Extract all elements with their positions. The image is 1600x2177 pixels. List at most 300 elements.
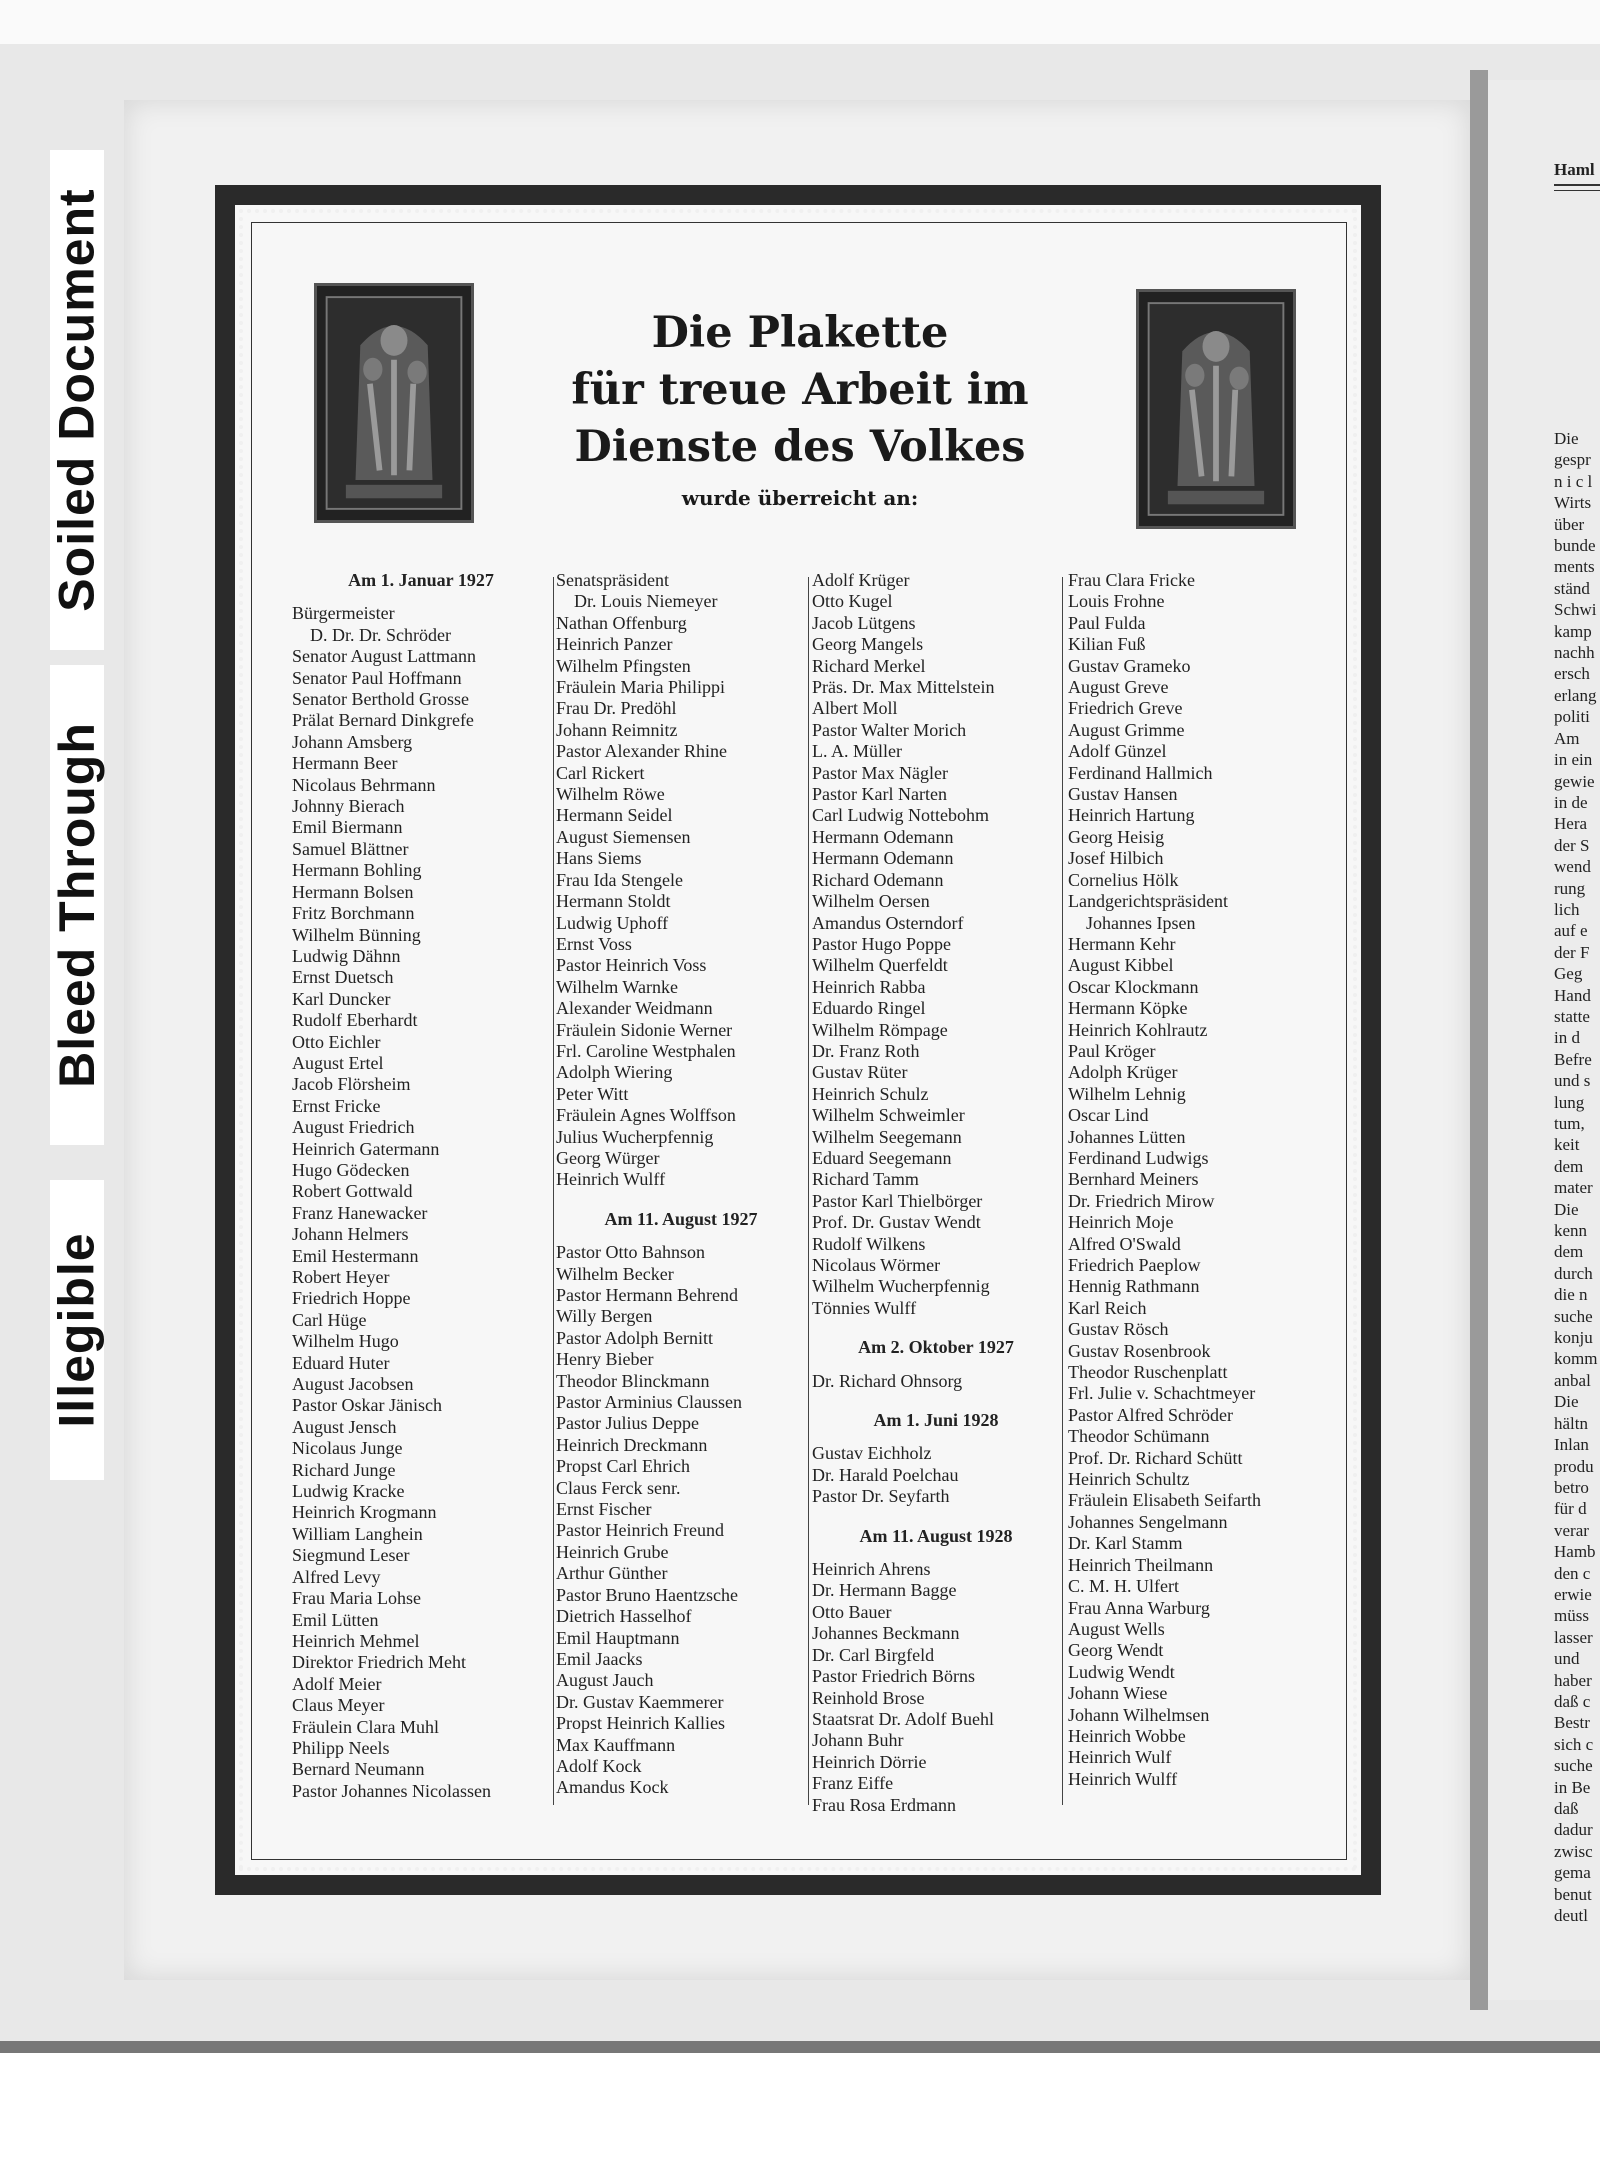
recipient-name: Henry Bieber: [556, 1349, 654, 1370]
recipient-list: [812, 1559, 1060, 1816]
recipient-name: Heinrich Hartung: [1068, 805, 1195, 826]
recipient-name: Nicolaus Junge: [292, 1438, 403, 1459]
recipient-name: Bürgermeister: [292, 603, 395, 624]
recipient-name: Otto Eichler: [292, 1031, 381, 1052]
document-subtitle: wurde überreicht an:: [681, 486, 919, 510]
recipient-name: Wilhelm Oersen: [812, 891, 930, 912]
adjacent-page: [1488, 80, 1600, 2000]
recipient-name: Frau Dr. Predöhl: [556, 698, 677, 719]
recipient-name: Landgerichtspräsident: [1068, 891, 1228, 912]
recipient-name: August Jauch: [556, 1670, 654, 1691]
adjacent-page-line: lasser: [1554, 1627, 1593, 1647]
recipient-name: Johann Reimnitz: [556, 719, 678, 740]
recipient-name: Willy Bergen: [556, 1306, 653, 1327]
adjacent-page-line: dadur: [1554, 1820, 1593, 1840]
recipient-name: Friedrich Paeplow: [1068, 1255, 1201, 1275]
recipient-name: Philipp Neels: [292, 1737, 390, 1758]
recipient-name: Pastor Dr. Seyfarth: [812, 1486, 950, 1507]
date-heading: Am 11. August 1928: [859, 1525, 1013, 1546]
stamp-bleed-through-text: Bleed Through: [49, 722, 106, 1088]
recipient-name: Eduardo Ringel: [812, 998, 926, 1019]
recipient-name: Franz Hanewacker: [292, 1202, 428, 1223]
adjacent-page-line: wend: [1554, 857, 1591, 877]
recipient-name: Johann Wiese: [1068, 1683, 1168, 1704]
recipient-name: Richard Junge: [292, 1459, 396, 1480]
adjacent-page-line: Die: [1554, 429, 1579, 448]
recipient-name: Pastor Hugo Poppe: [812, 933, 951, 954]
recipient-name: Nicolaus Wörmer: [812, 1255, 941, 1275]
recipient-name: Pastor Bruno Haentzsche: [556, 1584, 738, 1605]
scan-top-band: [0, 0, 1600, 44]
recipient-list: [556, 570, 806, 1191]
recipient-name: August Friedrich: [292, 1117, 415, 1138]
recipient-name: Adolph Krüger: [1068, 1062, 1178, 1083]
recipient-name: Theodor Schümann: [1068, 1426, 1210, 1447]
adjacent-page-line: sich c: [1554, 1734, 1594, 1754]
recipient-name: Ferdinand Hallmich: [1068, 762, 1213, 783]
recipient-name: Johannes Beckmann: [812, 1623, 960, 1644]
recipient-name: Eduard Seegemann: [812, 1147, 952, 1168]
recipient-name: Heinrich Ahrens: [812, 1559, 931, 1580]
recipient-name: Wilhelm Schweimler: [812, 1105, 965, 1126]
recipient-name: Hermann Köpke: [1068, 998, 1188, 1019]
adjacent-page-line: Inlan: [1554, 1435, 1589, 1455]
recipient-name: Pastor Oskar Jänisch: [292, 1395, 442, 1416]
recipient-name: Fräulein Clara Muhl: [292, 1716, 439, 1737]
recipient-name: Adolf Krüger: [812, 570, 910, 590]
recipient-name: Nicolaus Behrmann: [292, 774, 436, 795]
recipient-name: Paul Fulda: [1068, 612, 1146, 633]
recipient-name: L. A. Müller: [812, 741, 902, 762]
recipient-name: Reinhold Brose: [812, 1687, 925, 1708]
recipient-name: Senator Paul Hoffmann: [292, 667, 462, 688]
recipient-name: Pastor Alexander Rhine: [556, 741, 727, 762]
recipient-name: Julius Wucherpfennig: [556, 1126, 714, 1147]
recipient-name: Amandus Kock: [556, 1777, 669, 1798]
adjacent-page-line: Hera: [1554, 814, 1588, 834]
recipient-name: Gustav Grameko: [1068, 655, 1191, 676]
spacer: [812, 1508, 1060, 1526]
adjacent-page-line: keit: [1554, 1135, 1580, 1155]
adjacent-page-line: der F: [1554, 942, 1590, 962]
adjacent-page-line: suche: [1554, 1306, 1593, 1326]
recipient-name: Pastor Alfred Schröder: [1068, 1404, 1233, 1425]
recipient-name: Eduard Huter: [292, 1352, 390, 1373]
adjacent-page-line: Schwi: [1554, 600, 1597, 620]
recipient-name: Carl Hüge: [292, 1309, 367, 1330]
document-title: [540, 305, 1060, 476]
recipient-name: Georg Mangels: [812, 634, 924, 655]
recipient-name: Heinrich Theilmann: [1068, 1554, 1214, 1575]
recipient-name: Bernhard Meiners: [1068, 1169, 1199, 1190]
recipient-name: August Kibbel: [1068, 955, 1174, 976]
recipient-name: Johannes Ipsen: [1086, 912, 1196, 933]
recipient-name: Frau Anna Warburg: [1068, 1597, 1210, 1618]
recipient-name: Oscar Lind: [1068, 1105, 1149, 1126]
title-line-2: für treue Arbeit im: [571, 365, 1029, 415]
adjacent-page-line: verar: [1554, 1520, 1589, 1540]
recipient-list: [812, 1443, 1060, 1507]
adjacent-page-line: zwisc: [1554, 1841, 1593, 1861]
recipient-name: Adolf Günzel: [1068, 741, 1167, 762]
adjacent-page-rule-thin: [1554, 190, 1600, 191]
recipient-name: Robert Gottwald: [292, 1181, 413, 1202]
recipient-name: Emil Lütten: [292, 1609, 379, 1630]
recipient-name: Propst Heinrich Kallies: [556, 1713, 725, 1734]
recipient-name: Direktor Friedrich Meht: [292, 1652, 466, 1673]
adjacent-page-line: kenn: [1554, 1221, 1588, 1241]
recipient-name: Oscar Klockmann: [1068, 976, 1199, 997]
recipient-name: Amandus Osterndorf: [812, 912, 964, 933]
recipient-name: Dr. Friedrich Mirow: [1068, 1190, 1215, 1211]
stamp-bleed-through: [50, 665, 104, 1145]
recipient-name: Wilhelm Seegemann: [812, 1126, 962, 1147]
adjacent-page-line: hältn: [1554, 1413, 1588, 1433]
recipient-name: Heinrich Wobbe: [1068, 1725, 1186, 1746]
recipient-name: Pastor Julius Deppe: [556, 1413, 699, 1434]
recipient-name: Ludwig Wendt: [1068, 1661, 1175, 1682]
adjacent-page-header: Haml: [1554, 160, 1595, 179]
recipient-name: Theodor Blinckmann: [556, 1370, 710, 1391]
recipient-name: Senator Berthold Grosse: [292, 689, 469, 710]
recipient-name: Pastor Walter Morich: [812, 719, 967, 740]
recipient-name: Siegmund Leser: [292, 1545, 410, 1566]
recipient-name: Fräulein Elisabeth Seifarth: [1068, 1490, 1261, 1511]
adjacent-page-line: mater: [1554, 1178, 1593, 1198]
recipient-name: Georg Heisig: [1068, 826, 1165, 847]
recipient-name: Wilhelm Hugo: [292, 1331, 399, 1352]
recipient-name: Emil Jaacks: [556, 1648, 643, 1669]
adjacent-page-line: Am: [1554, 728, 1580, 748]
recipient-name: Heinrich Wulf: [1068, 1747, 1172, 1768]
recipient-name: Emil Hauptmann: [556, 1627, 680, 1648]
recipient-name: Carl Rickert: [556, 762, 645, 783]
recipient-name: Johann Wilhelmsen: [1068, 1704, 1210, 1725]
recipient-name: Theodor Ruschenplatt: [1068, 1362, 1228, 1383]
plaque-image-right: [1136, 289, 1296, 529]
recipient-name: Samuel Blättner: [292, 838, 409, 859]
recipient-name: Dr. Franz Roth: [812, 1040, 920, 1061]
stamp-illegible: [50, 1180, 104, 1480]
recipient-name: Senator August Lattmann: [292, 646, 476, 667]
column-divider-2: [808, 577, 809, 1805]
recipient-name: Paul Kröger: [1068, 1040, 1156, 1061]
recipient-name: Tönnies Wulff: [812, 1297, 917, 1318]
recipient-name: Emil Hestermann: [292, 1245, 419, 1266]
recipient-name: Fritz Borchmann: [292, 903, 415, 924]
date-heading: Am 1. Januar 1927: [348, 570, 494, 590]
spacer: [812, 1392, 1060, 1410]
recipient-name: Rudolf Eberhardt: [292, 1010, 418, 1031]
spacer: [812, 1359, 1060, 1371]
recipient-name: Ernst Voss: [556, 933, 632, 954]
adjacent-page-line: ersch: [1554, 664, 1590, 684]
recipient-name: Richard Merkel: [812, 655, 926, 676]
recipient-name: Claus Meyer: [292, 1695, 385, 1716]
adjacent-page-line: dem: [1554, 1156, 1584, 1176]
recipient-name: Ludwig Dähnn: [292, 945, 401, 966]
recipient-name: Dr. Gustav Kaemmerer: [556, 1691, 724, 1712]
adjacent-page-line: gema: [1554, 1863, 1591, 1883]
recipient-name: Richard Odemann: [812, 869, 944, 890]
adjacent-page-line: den c: [1554, 1563, 1591, 1583]
adjacent-page-line: der S: [1554, 835, 1590, 855]
recipient-name: Ludwig Kracke: [292, 1481, 405, 1502]
recipient-name: Rudolf Wilkens: [812, 1233, 926, 1254]
adjacent-page-line: auf e: [1554, 921, 1588, 941]
recipient-name: Robert Heyer: [292, 1267, 390, 1287]
recipient-name: Emil Biermann: [292, 817, 403, 838]
recipient-name: Pastor Heinrich Voss: [556, 955, 707, 976]
recipient-name: Wilhelm Becker: [556, 1263, 674, 1284]
adjacent-page-line: deutl: [1554, 1906, 1588, 1926]
recipient-name: Pastor Adolph Bernitt: [556, 1327, 713, 1348]
recipient-name: Karl Duncker: [292, 988, 391, 1009]
spacer: [812, 1547, 1060, 1559]
adjacent-page-line: über: [1554, 514, 1585, 534]
recipient-list: [812, 1371, 1060, 1392]
recipient-name: Hermann Kehr: [1068, 933, 1176, 954]
recipient-name: Pastor Arminius Claussen: [556, 1392, 743, 1413]
recipient-name: Dietrich Hasselhof: [556, 1606, 692, 1627]
recipient-name: Johann Amsberg: [292, 731, 413, 752]
adjacent-page-line: gewie: [1554, 771, 1595, 791]
column-divider-3: [1062, 577, 1063, 1805]
adjacent-page-line: anbal: [1554, 1370, 1591, 1390]
recipient-name: Hermann Odemann: [812, 848, 954, 869]
recipient-name: Dr. Richard Ohnsorg: [812, 1370, 963, 1391]
recipient-name: Alfred O'Swald: [1068, 1233, 1181, 1254]
recipient-name: Peter Witt: [556, 1083, 629, 1104]
adjacent-page-line: Wirts: [1554, 493, 1592, 513]
adjacent-page-line: komm: [1554, 1349, 1598, 1369]
recipient-name: Fräulein Maria Philippi: [556, 677, 725, 698]
recipient-name: Heinrich Schulz: [812, 1083, 929, 1104]
recipient-name: Johann Buhr: [812, 1730, 904, 1751]
recipient-name: Frau Maria Lohse: [292, 1588, 421, 1609]
recipient-name: Adolf Meier: [292, 1673, 382, 1694]
recipient-name: Pastor Max Nägler: [812, 762, 948, 783]
adjacent-page-line: benut: [1554, 1884, 1592, 1904]
recipient-name: Hermann Beer: [292, 753, 398, 774]
adjacent-page-line: daß c: [1554, 1691, 1591, 1711]
recipient-name: Hans Siems: [556, 848, 642, 869]
adjacent-page-line: erwie: [1554, 1584, 1592, 1604]
recipient-name: Hermann Bohling: [292, 860, 422, 881]
adjacent-page-line: tum,: [1554, 1114, 1585, 1133]
spacer: [556, 1230, 806, 1242]
recipient-name: Prof. Dr. Gustav Wendt: [812, 1212, 981, 1233]
recipient-name: Friedrich Hoppe: [292, 1288, 411, 1309]
date-heading: Am 2. Oktober 1927: [858, 1337, 1014, 1358]
recipient-name: Otto Kugel: [812, 591, 893, 612]
recipient-name: Frau Rosa Erdmann: [812, 1794, 956, 1815]
recipient-name: Hermann Odemann: [812, 826, 954, 847]
adjacent-page-line: in Be: [1554, 1777, 1591, 1797]
recipient-name: Arthur Günther: [556, 1563, 668, 1584]
adjacent-page-line: Die: [1554, 1392, 1579, 1412]
recipient-name: Pastor Heinrich Freund: [556, 1520, 724, 1541]
recipient-name: Nathan Offenburg: [556, 612, 687, 633]
recipient-list: [1068, 570, 1338, 1790]
title-line-3: Dienste des Volkes: [574, 422, 1026, 472]
plaque-relief-icon: [317, 286, 471, 520]
recipient-name: Kilian Fuß: [1068, 634, 1146, 655]
recipient-name: Hermann Seidel: [556, 805, 673, 826]
adjacent-page-line: konju: [1554, 1328, 1593, 1348]
recipient-name: Dr. Harald Poelchau: [812, 1464, 959, 1485]
recipient-name: Heinrich Wulff: [556, 1169, 666, 1190]
recipient-name: Ferdinand Ludwigs: [1068, 1147, 1209, 1168]
adjacent-page-line: politi: [1554, 707, 1590, 727]
recipient-name: Alfred Levy: [292, 1566, 381, 1587]
recipient-name: Jacob Flörsheim: [292, 1074, 411, 1095]
recipient-name: Heinrich Mehmel: [292, 1630, 420, 1651]
recipient-name: Prof. Dr. Richard Schütt: [1068, 1447, 1243, 1468]
adjacent-page-line: lung: [1554, 1092, 1585, 1112]
recipient-name: Hermann Stoldt: [556, 891, 671, 912]
recipient-list: [292, 603, 550, 1802]
recipient-name: Johnny Bierach: [292, 796, 405, 817]
recipient-name: Georg Würger: [556, 1147, 660, 1168]
recipient-name: Cornelius Hölk: [1068, 869, 1179, 890]
adjacent-page-line: daß: [1554, 1799, 1579, 1818]
recipient-name: Franz Eiffe: [812, 1773, 894, 1794]
recipient-name: August Greve: [1068, 677, 1169, 698]
recipient-name: Bernard Neumann: [292, 1759, 425, 1780]
recipient-name: Pastor Hermann Behrend: [556, 1285, 738, 1305]
recipient-name: Fräulein Agnes Wolffson: [556, 1105, 736, 1126]
recipient-name: D. Dr. Dr. Schröder: [310, 624, 451, 645]
recipient-name: Ludwig Uphoff: [556, 912, 669, 933]
recipient-name: William Langhein: [292, 1523, 423, 1544]
adjacent-page-line: ments: [1554, 557, 1595, 577]
recipient-name: Pastor Johannes Nicolassen: [292, 1780, 491, 1801]
adjacent-page-line: ständ: [1554, 578, 1590, 598]
adjacent-page-line: Bestr: [1554, 1713, 1590, 1733]
recipient-name: Gustav Rösch: [1068, 1319, 1169, 1340]
recipient-name: Jacob Lütgens: [812, 612, 916, 633]
adjacent-page-line: bunde: [1554, 536, 1596, 556]
recipient-name: Heinrich Schultz: [1068, 1469, 1190, 1490]
recipient-name: Hermann Bolsen: [292, 881, 414, 902]
adjacent-page-line: Die: [1554, 1199, 1579, 1219]
recipient-name: Gustav Eichholz: [812, 1443, 932, 1464]
recipient-name: Adolf Kock: [556, 1755, 642, 1776]
recipient-name: Pastor Friedrich Börns: [812, 1666, 975, 1687]
adjacent-page-line: in de: [1554, 792, 1588, 812]
adjacent-page-line: Befre: [1554, 1049, 1592, 1069]
adjacent-page-line: müss: [1554, 1606, 1589, 1626]
recipient-name: Wilhelm Wucherpfennig: [812, 1276, 990, 1297]
recipient-name: Johannes Lütten: [1068, 1126, 1186, 1147]
recipient-name: Wilhelm Röwe: [556, 784, 665, 805]
recipient-name: Heinrich Kohlrautz: [1068, 1019, 1208, 1040]
recipient-name: Hennig Rathmann: [1068, 1276, 1200, 1297]
adjacent-page-line: Hand: [1554, 985, 1591, 1005]
recipient-column-2: [556, 570, 806, 1799]
recipient-name: Georg Wendt: [1068, 1640, 1164, 1661]
adjacent-page-line: dem: [1554, 1242, 1584, 1262]
spacer: [812, 1431, 1060, 1443]
stamp-soiled-document: [50, 150, 104, 650]
spacer: [292, 591, 550, 603]
recipient-column-4: [1068, 570, 1338, 1790]
plaque-relief-icon: [1139, 292, 1293, 526]
recipient-name: Albert Moll: [812, 698, 898, 719]
adjacent-page-line: und s: [1554, 1071, 1591, 1091]
recipient-name: Frl. Julie v. Schachtmeyer: [1068, 1383, 1256, 1404]
adjacent-page-line: nachh: [1554, 643, 1595, 663]
title-line-1: Die Plakette: [651, 308, 949, 358]
recipient-name: Dr. Carl Birgfeld: [812, 1644, 935, 1665]
adjacent-page-line: in ein: [1554, 750, 1593, 770]
adjacent-page-line: Geg: [1554, 964, 1583, 984]
plaque-image-left: [314, 283, 474, 523]
recipient-name: Heinrich Dörrie: [812, 1751, 927, 1772]
stamp-soiled-document-text: Soiled Document: [49, 188, 105, 612]
recipient-name: Ernst Fischer: [556, 1499, 652, 1520]
recipient-name: Staatsrat Dr. Adolf Buehl: [812, 1708, 994, 1729]
recipient-name: Heinrich Wulff: [1068, 1768, 1178, 1789]
adjacent-page-line: erlang: [1554, 685, 1597, 705]
date-heading: Am 11. August 1927: [604, 1208, 758, 1229]
recipient-name: Wilhelm Bünning: [292, 924, 421, 945]
recipient-list: [556, 1242, 806, 1799]
adjacent-page-line: lich: [1554, 899, 1580, 919]
recipient-name: Heinrich Dreckmann: [556, 1434, 708, 1455]
recipient-name: Wilhelm Römpage: [812, 1019, 948, 1040]
recipient-name: Louis Frohne: [1068, 591, 1165, 612]
stamp-illegible-text: Illegible: [49, 1232, 106, 1428]
recipient-name: Prälat Bernard Dinkgrefe: [292, 710, 474, 731]
scan-bottom-strip: [0, 2041, 1600, 2053]
recipient-name: Ernst Fricke: [292, 1095, 381, 1116]
adjacent-page-line: gespr: [1554, 450, 1591, 470]
spacer: [812, 1319, 1060, 1337]
recipient-name: Frl. Caroline Westphalen: [556, 1040, 736, 1061]
recipient-list: [812, 570, 1060, 1319]
recipient-name: Johannes Sengelmann: [1068, 1511, 1228, 1532]
adjacent-page-line: produ: [1554, 1456, 1594, 1476]
recipient-name: Wilhelm Warnke: [556, 976, 678, 997]
recipient-name: Dr. Hermann Bagge: [812, 1580, 957, 1601]
recipient-name: Frau Clara Fricke: [1068, 570, 1195, 590]
recipient-name: Frau Ida Stengele: [556, 869, 683, 890]
recipient-name: Gustav Rüter: [812, 1062, 908, 1083]
adjacent-page-text: [1554, 428, 1597, 1926]
recipient-name: Heinrich Krogmann: [292, 1502, 437, 1523]
recipient-name: Otto Bauer: [812, 1601, 892, 1622]
adjacent-page-line: die n: [1554, 1285, 1588, 1305]
recipient-name: August Wells: [1068, 1618, 1165, 1639]
recipient-name: Johann Helmers: [292, 1224, 409, 1245]
recipient-name: Dr. Karl Stamm: [1068, 1533, 1183, 1554]
adjacent-page-line: n i c l: [1554, 471, 1593, 491]
recipient-name: Pastor Otto Bahnson: [556, 1242, 706, 1263]
adjacent-page-line: haber: [1554, 1670, 1592, 1690]
recipient-name: August Grimme: [1068, 719, 1185, 740]
adjacent-page-line: in d: [1554, 1028, 1580, 1048]
recipient-name: Heinrich Gatermann: [292, 1138, 440, 1159]
recipient-name: Friedrich Greve: [1068, 698, 1183, 719]
recipient-name: Richard Tamm: [812, 1169, 919, 1190]
recipient-name: August Ertel: [292, 1052, 384, 1073]
recipient-name: August Jensch: [292, 1416, 397, 1437]
recipient-name: Karl Reich: [1068, 1297, 1147, 1318]
recipient-name: Gustav Rosenbrook: [1068, 1340, 1211, 1361]
recipient-name: Heinrich Moje: [1068, 1212, 1174, 1233]
